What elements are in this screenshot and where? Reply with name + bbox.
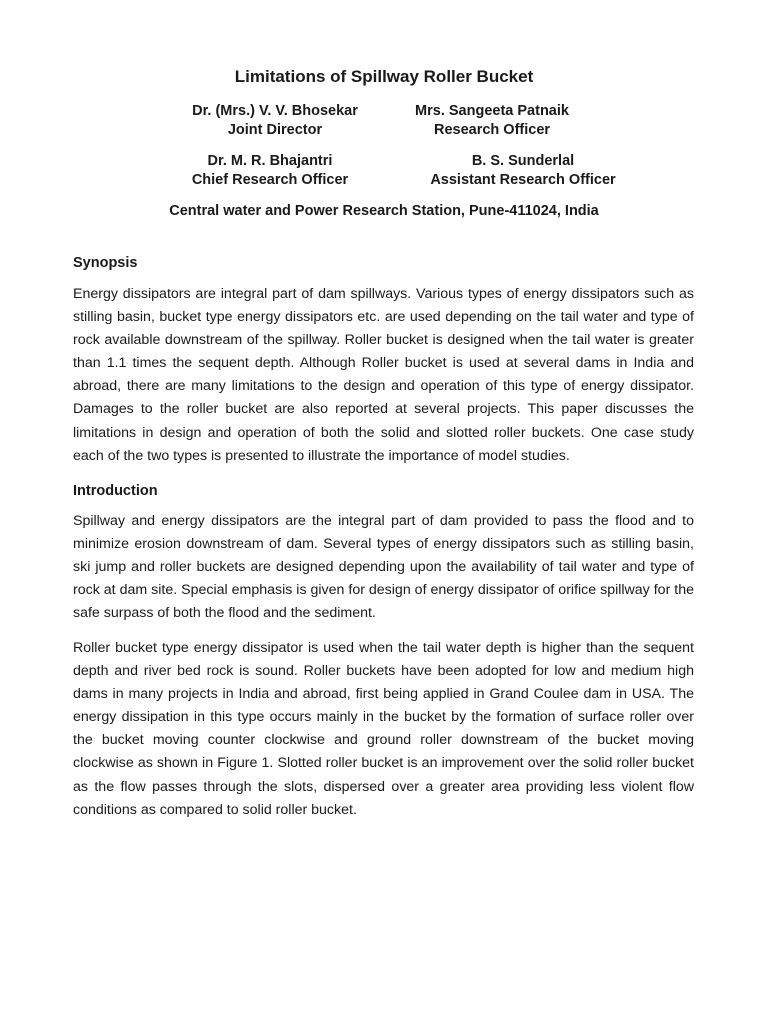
author-role: Chief Research Officer — [191, 172, 349, 188]
paper-title: Limitations of Spillway Roller Bucket — [234, 67, 534, 86]
author-block-4 — [412, 152, 634, 190]
author-name: Dr. (Mrs.) V. V. Bhosekar — [192, 103, 358, 119]
author-role: Joint Director — [227, 122, 323, 138]
author-block-2 — [398, 102, 586, 140]
author-role: Research Officer — [433, 122, 551, 138]
author-name: B. S. Sunderlal — [471, 153, 575, 169]
synopsis-heading: Synopsis — [73, 255, 138, 271]
introduction-heading: Introduction — [73, 483, 158, 499]
synopsis-paragraph: Energy dissipators are integral part of dam spillways. Various types of energy dissipators such as stilling basin, bucket type energy dissipators etc. are used depending on the tail water and type of rock available downstream of the spillway. Roller bucket is designed when the tail water is greater than 1.1 times the sequent depth. Although Roller bucket is used at several dams in India and abroad, there are many limitations to the design and operation of this type of energy dissipator. Damages to the roller bucket are also reported at several projects. This paper discusses the limitations in design and operation of both the solid and slotted roller buckets. One case study each of the two types is presented to illustrate the importance of model studies. — [73, 286, 694, 464]
introduction-paragraph-1: Spillway and energy dissipators are the integral part of dam provided to pass the flood and to minimize erosion downstream of dam. Several types of energy dissipators such as stilling basin, ski jump and roller buckets are designed depending upon the availability of tail water and type of rock at dam site. Special emphasis is given for design of energy dissipator of orifice spillway for the safe surpass of both the flood and the sediment. — [73, 513, 694, 622]
author-name: Mrs. Sangeeta Patnaik — [415, 103, 569, 119]
affiliation: Central water and Power Research Station, Pune-411024, India — [169, 203, 599, 219]
author-name: Dr. M. R. Bhajantri — [207, 153, 333, 169]
introduction-paragraph-2: Roller bucket type energy dissipator is used when the tail water depth is higher than the sequent depth and river bed rock is sound. Roller buckets have been adopted for low and medium high dams in many projects in India and abroad, first being applied in Grand Coulee dam in USA. The energy dissipation in this type occurs mainly in the bucket by the formation of surface roller over the bucket moving counter clockwise and ground roller downstream of the bucket moving clockwise as shown in Figure 1. Slotted roller bucket is an improvement over the solid roller bucket as the flow passes through the slots, dispersed over a greater area providing less violent flow conditions as compared to solid roller bucket. — [73, 640, 694, 818]
author-block-1 — [170, 102, 380, 140]
author-block-3 — [175, 152, 365, 190]
author-role: Assistant Research Officer — [430, 172, 616, 188]
